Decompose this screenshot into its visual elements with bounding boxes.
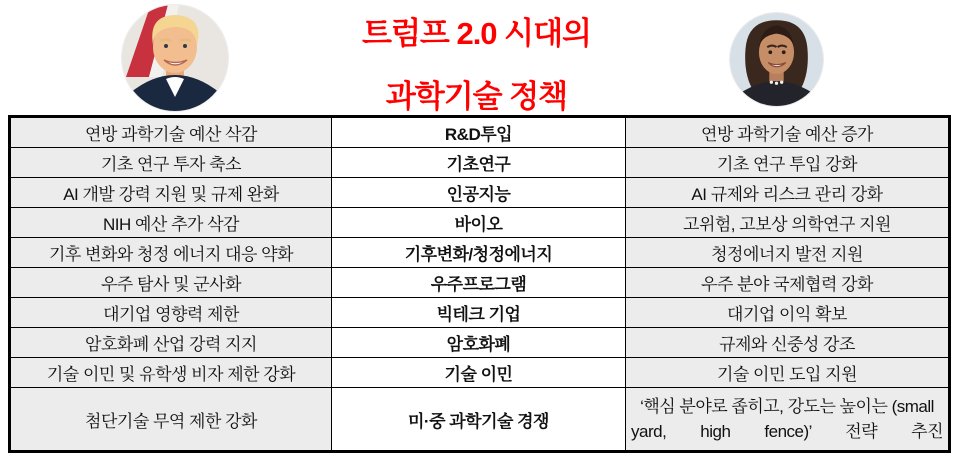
harris-policy-cell: 고위험, 고보상 의학연구 지원 — [626, 208, 950, 238]
trump-policy-cell: 대기업 영향력 제한 — [10, 298, 332, 328]
trump-policy-cell: 기초 연구 투자 축소 — [10, 148, 332, 178]
trump-policy-cell: 기술 이민 및 유학생 비자 제한 강화 — [10, 358, 332, 388]
trump-policy-cell: NIH 예산 추가 삭감 — [10, 208, 332, 238]
topic-cell: 빅테크 기업 — [332, 298, 626, 328]
table-row — [10, 298, 950, 328]
table-row — [10, 238, 950, 268]
harris-policy-cell: AI 규제와 리스크 관리 강화 — [626, 178, 950, 208]
topic-cell: 미·중 과학기술 경쟁 — [332, 388, 626, 452]
table-row — [10, 148, 950, 178]
harris-policy-cell: 기초 연구 투입 강화 — [626, 148, 950, 178]
harris-policy-cell: 규제와 신중성 강조 — [626, 328, 950, 358]
table-row — [10, 358, 950, 388]
trump-policy-cell: 우주 탐사 및 군사화 — [10, 268, 332, 298]
harris-avatar — [730, 13, 823, 106]
topic-cell: 기후변화/청정에너지 — [332, 238, 626, 268]
topic-cell: 암호화폐 — [332, 328, 626, 358]
page-title-line2: 과학기술 정책 — [385, 79, 568, 114]
harris-policy-cell: ‘핵심 분야로 좁히고, 강도는 높이는 (small yard, high fence)’ 전략 추진 — [626, 388, 950, 452]
harris-policy-cell: 대기업 이익 확보 — [626, 298, 950, 328]
topic-cell: 바이오 — [332, 208, 626, 238]
header — [0, 0, 953, 117]
topic-cell: 기술 이민 — [332, 358, 626, 388]
trump-policy-cell: AI 개발 강력 지원 및 규제 완화 — [10, 178, 332, 208]
table-row — [10, 178, 950, 208]
trump-policy-cell: 연방 과학기술 예산 삭감 — [10, 117, 332, 148]
page-title-line1: 트럼프 2.0 시대의 — [362, 16, 591, 51]
table-row — [10, 117, 950, 148]
trump-policy-cell: 암호화폐 산업 강력 지지 — [10, 328, 332, 358]
topic-cell: 우주프로그램 — [332, 268, 626, 298]
topic-cell: 인공지능 — [332, 178, 626, 208]
harris-policy-cell: 연방 과학기술 예산 증가 — [626, 117, 950, 148]
table-row — [10, 388, 950, 452]
topic-cell: R&D투입 — [332, 117, 626, 148]
harris-policy-cell: 우주 분야 국제협력 강화 — [626, 268, 950, 298]
policy-comparison-table — [8, 115, 951, 453]
kamala-harris-portrait-icon — [730, 13, 823, 106]
topic-cell: 기초연구 — [332, 148, 626, 178]
trump-policy-cell: 첨단기술 무역 제한 강화 — [10, 388, 332, 452]
table-row — [10, 268, 950, 298]
harris-policy-cell: 기술 이민 도입 지원 — [626, 358, 950, 388]
table-row — [10, 208, 950, 238]
harris-policy-cell: 청정에너지 발전 지원 — [626, 238, 950, 268]
trump-policy-cell: 기후 변화와 청정 에너지 대응 약화 — [10, 238, 332, 268]
table-row — [10, 328, 950, 358]
